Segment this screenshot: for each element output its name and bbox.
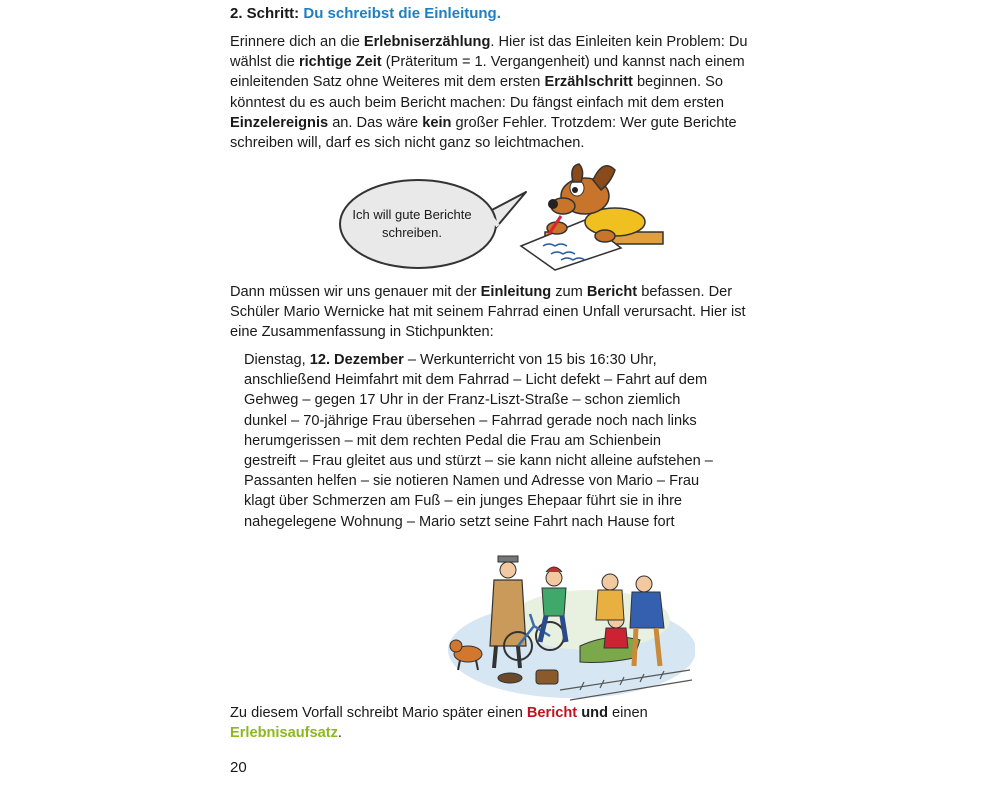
- closing-text: einen: [607, 705, 648, 721]
- speech-bubble: [338, 176, 528, 272]
- p2-bold: Bericht: [586, 284, 638, 300]
- page-number: 20: [230, 759, 247, 776]
- section-heading: [230, 4, 501, 24]
- closing-paragraph: [230, 703, 750, 743]
- p2-text: zum: [551, 284, 587, 300]
- closing-text: .: [337, 725, 342, 742]
- accident-notes: [244, 350, 714, 532]
- bericht-term: Bericht: [526, 705, 578, 721]
- erlebnisaufsatz-term: Erlebnisaufsatz: [230, 725, 338, 742]
- p2-bold: Einleitung: [480, 284, 552, 300]
- p2-text: Dann müssen wir uns genauer mit der: [230, 284, 481, 300]
- intro-text: beginnen. So könntest du es auch beim Bericht machen: Du fängst einfach mit dem ersten: [230, 74, 725, 111]
- notes-date: 12. Dezember: [309, 352, 404, 368]
- intro-text: großer Fehler. Trotzdem: Wer gute Berichte schreiben will, darf es sich nicht ganz so leichtmachen.: [230, 114, 737, 152]
- notes-text: Dienstag,: [244, 352, 310, 368]
- intro-text: Erinnere dich an die: [230, 34, 364, 50]
- intro-bold: Erlebniserzählung: [363, 34, 491, 50]
- notes-text: – Werkunterricht von 15 bis 16:30 Uhr, anschließend Heimfahrt mit dem Fahrrad – Licht defekt – Fahrt auf dem Gehweg – gegen 17 Uhr in der Franz-Liszt-Straße – schon ziemlich dunkel – 70-jährige Frau übersehen – Fahrrad gerade noch nach links herumgerissen – mit dem rechten Pedal die Frau am Schienbein gestreift – Frau gleitet aus und stürzt – sie kann nicht alleine aufstehen – Passanten helfen – sie notieren Namen und Adresse von Mario – Frau klagt über Schmerzen am Fuß – ein junges Ehepaar führt sie in ihre nahegelegene Wohnung – Mario setzt seine Fahrt nach Hause fort: [244, 352, 713, 530]
- intro-text: . Hier ist das Einleiten kein Problem: Du wählst die: [230, 34, 748, 71]
- intro-text: (Präteritum = 1. Vergangenheit) und kannst nach einem einleitenden Satz ohne Weiteres mit dem ersten: [230, 54, 745, 91]
- accident-illustration: [440, 550, 695, 705]
- intro-report-paragraph: [230, 282, 750, 343]
- intro-bold: Erzählschritt: [544, 74, 633, 91]
- dog-writing-illustration: [515, 160, 665, 272]
- p2-text: befassen. Der Schüler Mario Wernicke hat mit seinem Fahrrad einen Unfall verursacht. Hier ist eine Zusammenfassung in Stichpunkten:: [230, 284, 746, 341]
- intro-paragraph: [230, 32, 750, 153]
- intro-bold: kein: [422, 114, 452, 131]
- closing-text: Zu diesem Vorfall schreibt Mario später einen: [230, 705, 527, 721]
- heading-prefix: 2. Schritt:: [230, 5, 300, 22]
- speech-bubble-text: Ich will gute Berichte schreiben.: [352, 207, 472, 240]
- intro-bold: richtige Zeit: [298, 54, 382, 71]
- intro-text: an. Das wäre: [328, 114, 423, 131]
- closing-bold: und: [581, 705, 608, 721]
- heading-highlight: Du schreibst die Einleitung.: [303, 5, 501, 22]
- intro-bold: Einzelereignis: [230, 114, 329, 131]
